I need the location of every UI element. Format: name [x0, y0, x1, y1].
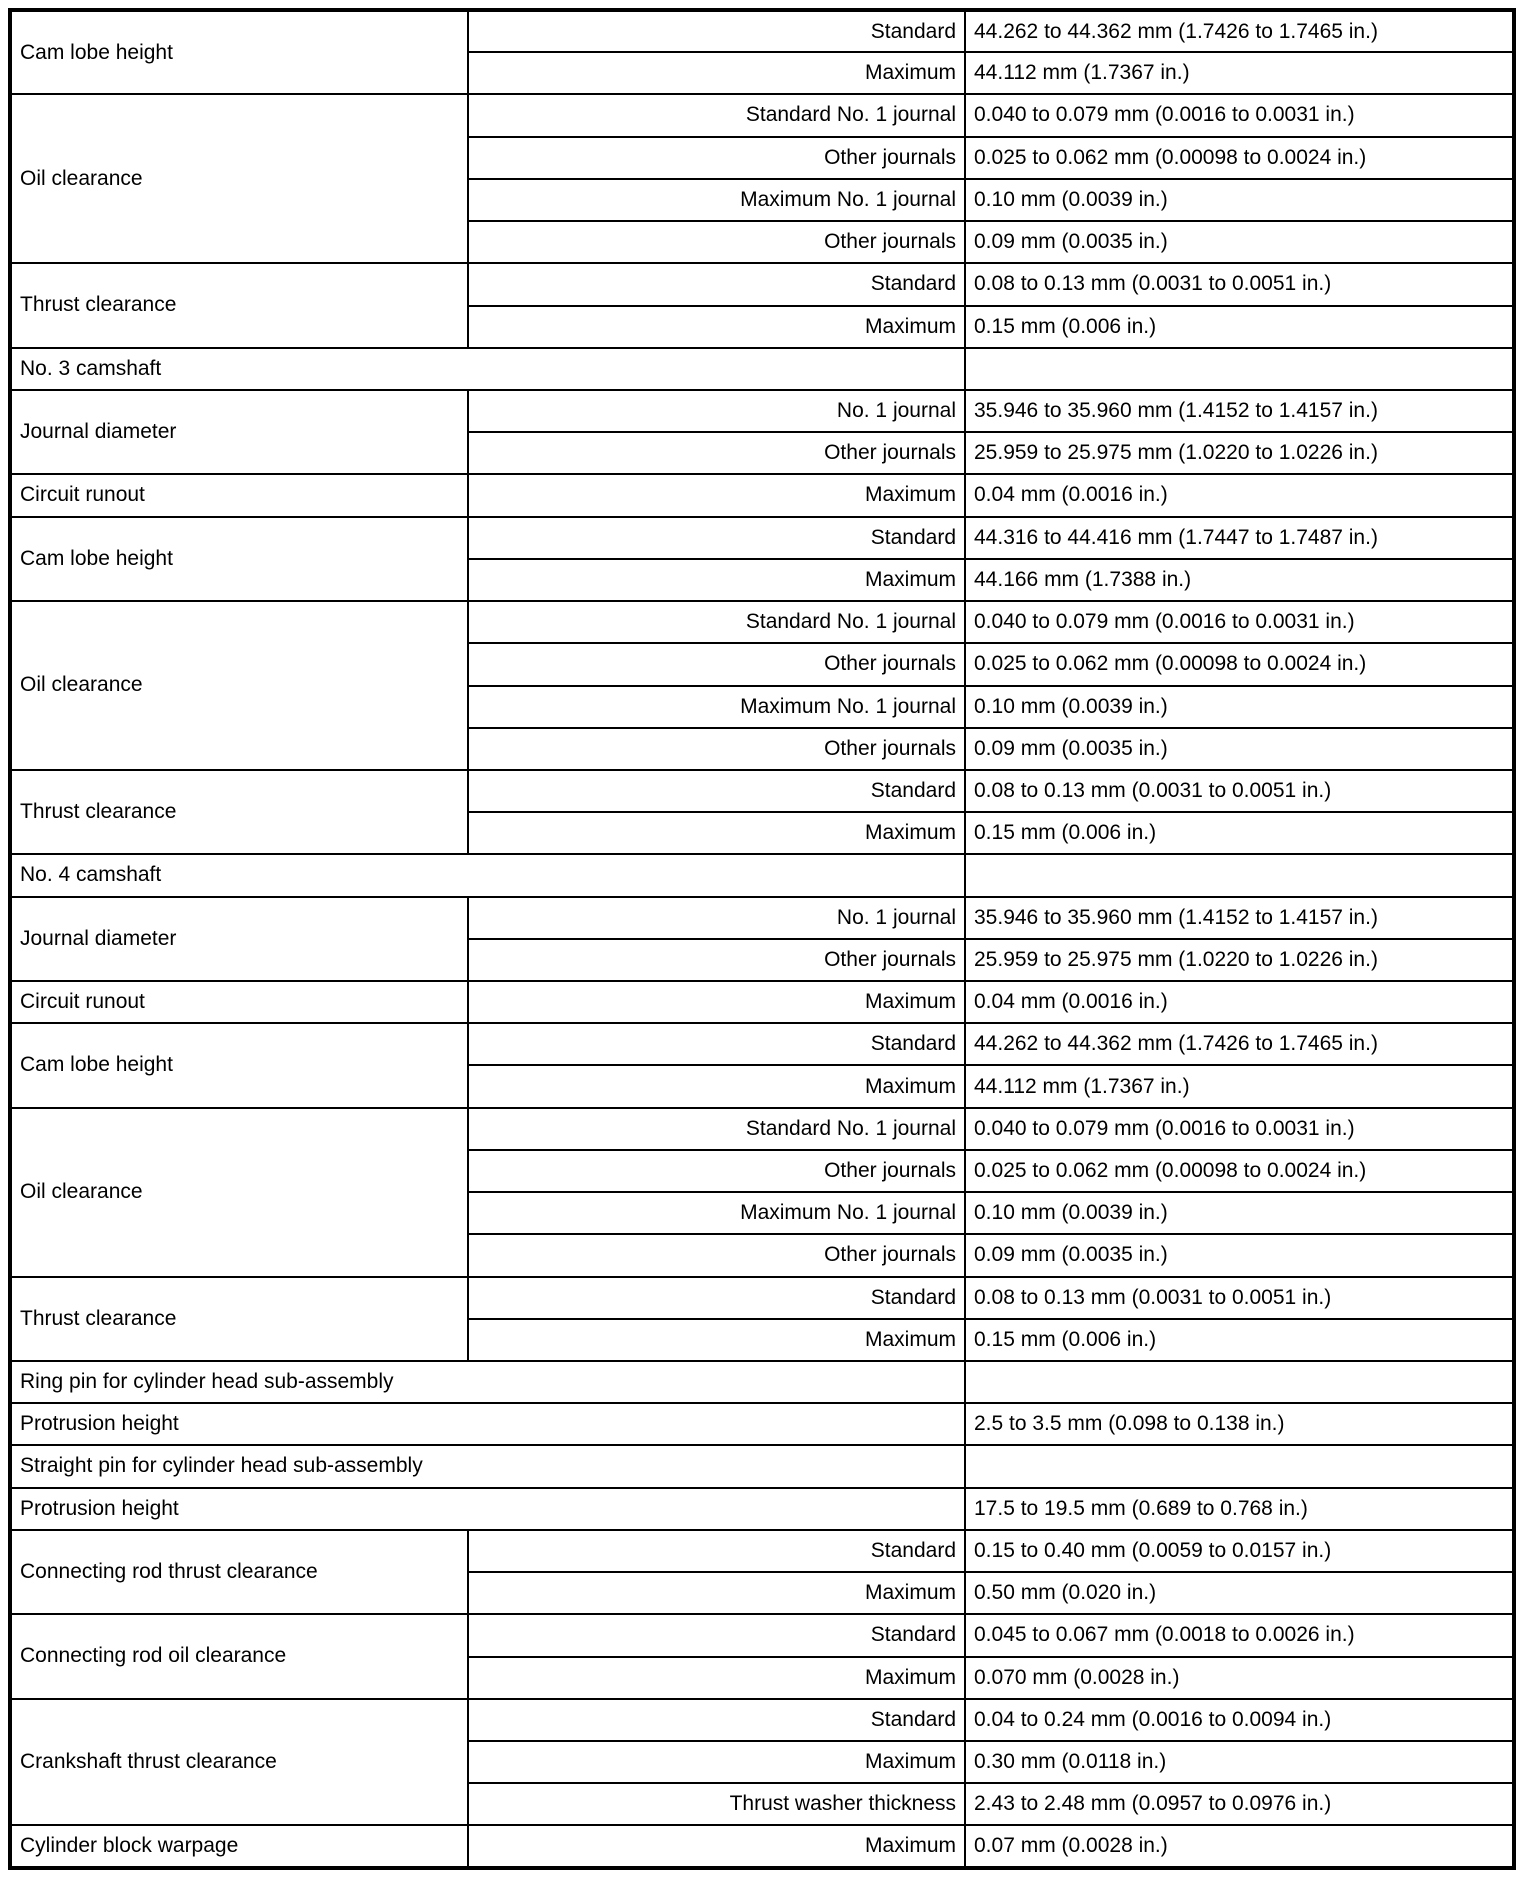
spec-condition-cell: Maximum: [468, 1741, 965, 1783]
spec-row: [10, 1403, 1514, 1445]
spec-item-cell: Protrusion height: [10, 1403, 965, 1445]
spec-value-cell: 0.15 mm (0.006 in.): [965, 812, 1514, 854]
spec-value-cell: 35.946 to 35.960 mm (1.4152 to 1.4157 in.): [965, 390, 1514, 432]
spec-item-cell: Connecting rod oil clearance: [10, 1614, 468, 1698]
spec-row: [10, 1361, 1514, 1403]
spec-value-cell: 2.5 to 3.5 mm (0.098 to 0.138 in.): [965, 1403, 1514, 1445]
spec-value-cell: 25.959 to 25.975 mm (1.0220 to 1.0226 in.): [965, 432, 1514, 474]
spec-condition-cell: Other journals: [468, 221, 965, 263]
spec-item-cell: Oil clearance: [10, 1108, 468, 1277]
spec-condition-cell: Maximum: [468, 1065, 965, 1107]
spec-condition-cell: Maximum: [468, 1657, 965, 1699]
spec-value-cell: 0.07 mm (0.0028 in.): [965, 1825, 1514, 1868]
section-header-cell: Straight pin for cylinder head sub-assembly: [10, 1445, 965, 1487]
spec-condition-cell: Standard: [468, 1699, 965, 1741]
spec-row: [10, 348, 1514, 390]
spec-value-cell: 0.08 to 0.13 mm (0.0031 to 0.0051 in.): [965, 1277, 1514, 1319]
spec-condition-cell: Maximum: [468, 1319, 965, 1361]
spec-value-cell: 0.15 to 0.40 mm (0.0059 to 0.0157 in.): [965, 1530, 1514, 1572]
spec-row: [10, 770, 1514, 812]
spec-row: [10, 10, 1514, 52]
spec-value-cell: 25.959 to 25.975 mm (1.0220 to 1.0226 in.): [965, 939, 1514, 981]
spec-value-cell: 0.040 to 0.079 mm (0.0016 to 0.0031 in.): [965, 601, 1514, 643]
spec-value-cell: 0.08 to 0.13 mm (0.0031 to 0.0051 in.): [965, 263, 1514, 305]
spec-value-cell: 0.09 mm (0.0035 in.): [965, 728, 1514, 770]
spec-row: [10, 1108, 1514, 1150]
spec-condition-cell: Maximum: [468, 306, 965, 348]
spec-condition-cell: Other journals: [468, 137, 965, 179]
spec-value-cell: 0.09 mm (0.0035 in.): [965, 221, 1514, 263]
spec-condition-cell: Standard: [468, 1614, 965, 1656]
spec-condition-cell: Standard No. 1 journal: [468, 94, 965, 136]
spec-item-cell: Cam lobe height: [10, 10, 468, 94]
spec-value-cell: 0.04 mm (0.0016 in.): [965, 474, 1514, 516]
section-header-cell: Ring pin for cylinder head sub-assembly: [10, 1361, 965, 1403]
spec-row: [10, 390, 1514, 432]
spec-item-cell: Journal diameter: [10, 390, 468, 474]
spec-row: [10, 1277, 1514, 1319]
empty-value-cell: [965, 348, 1514, 390]
spec-value-cell: 0.04 mm (0.0016 in.): [965, 981, 1514, 1023]
spec-value-cell: 0.08 to 0.13 mm (0.0031 to 0.0051 in.): [965, 770, 1514, 812]
spec-row: [10, 94, 1514, 136]
spec-value-cell: 35.946 to 35.960 mm (1.4152 to 1.4157 in.): [965, 897, 1514, 939]
spec-item-cell: Protrusion height: [10, 1488, 965, 1530]
spec-condition-cell: Other journals: [468, 939, 965, 981]
spec-value-cell: 17.5 to 19.5 mm (0.689 to 0.768 in.): [965, 1488, 1514, 1530]
spec-value-cell: 0.10 mm (0.0039 in.): [965, 686, 1514, 728]
spec-condition-cell: Standard No. 1 journal: [468, 601, 965, 643]
spec-value-cell: 0.025 to 0.062 mm (0.00098 to 0.0024 in.): [965, 137, 1514, 179]
spec-condition-cell: Maximum: [468, 981, 965, 1023]
spec-condition-cell: Standard: [468, 263, 965, 305]
spec-item-cell: Thrust clearance: [10, 1277, 468, 1361]
spec-item-cell: Cam lobe height: [10, 517, 468, 601]
section-header-cell: No. 3 camshaft: [10, 348, 965, 390]
spec-row: [10, 1488, 1514, 1530]
spec-value-cell: 44.262 to 44.362 mm (1.7426 to 1.7465 in.): [965, 1023, 1514, 1065]
spec-row: [10, 1614, 1514, 1656]
empty-value-cell: [965, 1361, 1514, 1403]
spec-value-cell: 44.112 mm (1.7367 in.): [965, 52, 1514, 94]
spec-row: [10, 1445, 1514, 1487]
spec-value-cell: 0.025 to 0.062 mm (0.00098 to 0.0024 in.): [965, 643, 1514, 685]
spec-condition-cell: Maximum: [468, 52, 965, 94]
spec-condition-cell: Standard: [468, 1530, 965, 1572]
spec-condition-cell: Other journals: [468, 728, 965, 770]
spec-value-cell: 0.15 mm (0.006 in.): [965, 1319, 1514, 1361]
spec-value-cell: 0.045 to 0.067 mm (0.0018 to 0.0026 in.): [965, 1614, 1514, 1656]
spec-value-cell: 0.040 to 0.079 mm (0.0016 to 0.0031 in.): [965, 94, 1514, 136]
spec-condition-cell: Standard: [468, 770, 965, 812]
empty-value-cell: [965, 1445, 1514, 1487]
spec-condition-cell: Other journals: [468, 1234, 965, 1276]
spec-value-cell: 0.025 to 0.062 mm (0.00098 to 0.0024 in.): [965, 1150, 1514, 1192]
spec-value-cell: 0.09 mm (0.0035 in.): [965, 1234, 1514, 1276]
spec-condition-cell: Standard: [468, 1023, 965, 1065]
spec-condition-cell: Maximum No. 1 journal: [468, 686, 965, 728]
section-header-cell: No. 4 camshaft: [10, 854, 965, 896]
spec-value-cell: 0.10 mm (0.0039 in.): [965, 1192, 1514, 1234]
spec-condition-cell: Other journals: [468, 643, 965, 685]
spec-value-cell: 0.070 mm (0.0028 in.): [965, 1657, 1514, 1699]
spec-value-cell: 0.04 to 0.24 mm (0.0016 to 0.0094 in.): [965, 1699, 1514, 1741]
spec-condition-cell: Other journals: [468, 432, 965, 474]
spec-row: [10, 1825, 1514, 1868]
spec-condition-cell: Maximum: [468, 1572, 965, 1614]
spec-value-cell: 0.30 mm (0.0118 in.): [965, 1741, 1514, 1783]
spec-item-cell: Oil clearance: [10, 601, 468, 770]
spec-value-cell: 0.10 mm (0.0039 in.): [965, 179, 1514, 221]
empty-value-cell: [965, 854, 1514, 896]
spec-condition-cell: Thrust washer thickness: [468, 1783, 965, 1825]
spec-table-body: [10, 10, 1514, 1868]
spec-row: [10, 1023, 1514, 1065]
spec-condition-cell: Standard: [468, 10, 965, 52]
spec-row: [10, 263, 1514, 305]
spec-value-cell: 44.262 to 44.362 mm (1.7426 to 1.7465 in.): [965, 10, 1514, 52]
spec-condition-cell: Maximum: [468, 474, 965, 516]
spec-item-cell: Thrust clearance: [10, 770, 468, 854]
spec-condition-cell: Maximum No. 1 journal: [468, 179, 965, 221]
spec-condition-cell: No. 1 journal: [468, 897, 965, 939]
spec-item-cell: Cylinder block warpage: [10, 1825, 468, 1868]
spec-value-cell: 44.166 mm (1.7388 in.): [965, 559, 1514, 601]
spec-value-cell: 0.50 mm (0.020 in.): [965, 1572, 1514, 1614]
spec-item-cell: Connecting rod thrust clearance: [10, 1530, 468, 1614]
spec-row: [10, 601, 1514, 643]
spec-condition-cell: Standard No. 1 journal: [468, 1108, 965, 1150]
spec-row: [10, 474, 1514, 516]
spec-row: [10, 1699, 1514, 1741]
spec-condition-cell: Other journals: [468, 1150, 965, 1192]
spec-row: [10, 897, 1514, 939]
spec-value-cell: 0.15 mm (0.006 in.): [965, 306, 1514, 348]
spec-value-cell: 44.316 to 44.416 mm (1.7447 to 1.7487 in.): [965, 517, 1514, 559]
spec-condition-cell: Maximum: [468, 1825, 965, 1868]
spec-item-cell: Cam lobe height: [10, 1023, 468, 1107]
spec-condition-cell: Standard: [468, 1277, 965, 1319]
spec-item-cell: Crankshaft thrust clearance: [10, 1699, 468, 1826]
spec-condition-cell: No. 1 journal: [468, 390, 965, 432]
spec-table: [8, 8, 1516, 1870]
spec-item-cell: Thrust clearance: [10, 263, 468, 347]
spec-row: [10, 1530, 1514, 1572]
spec-item-cell: Circuit runout: [10, 474, 468, 516]
spec-value-cell: 0.040 to 0.079 mm (0.0016 to 0.0031 in.): [965, 1108, 1514, 1150]
spec-item-cell: Journal diameter: [10, 897, 468, 981]
spec-value-cell: 2.43 to 2.48 mm (0.0957 to 0.0976 in.): [965, 1783, 1514, 1825]
spec-row: [10, 981, 1514, 1023]
spec-condition-cell: Maximum: [468, 812, 965, 854]
spec-row: [10, 517, 1514, 559]
spec-item-cell: Circuit runout: [10, 981, 468, 1023]
spec-condition-cell: Maximum: [468, 559, 965, 601]
spec-condition-cell: Maximum No. 1 journal: [468, 1192, 965, 1234]
spec-item-cell: Oil clearance: [10, 94, 468, 263]
spec-row: [10, 854, 1514, 896]
spec-condition-cell: Standard: [468, 517, 965, 559]
spec-value-cell: 44.112 mm (1.7367 in.): [965, 1065, 1514, 1107]
